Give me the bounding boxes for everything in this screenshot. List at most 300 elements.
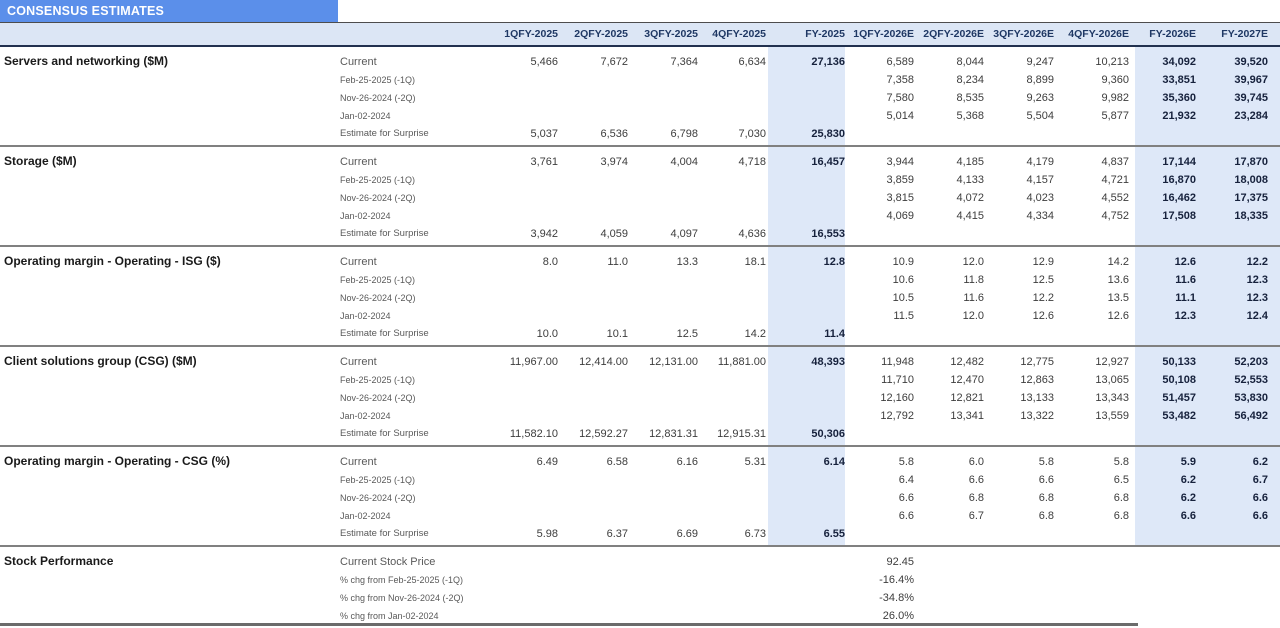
value-cell [480, 489, 558, 507]
value-cell [698, 489, 766, 507]
value-cell [698, 71, 766, 89]
value-cell: 4,133 [956, 174, 984, 186]
value-cell: 50,133 [1162, 356, 1196, 368]
value-cell [984, 571, 1054, 589]
value-cell [698, 389, 766, 407]
value-cell: 39,745 [1234, 92, 1268, 104]
value-cell: 12.3 [1174, 310, 1196, 322]
value-cell: 6.16 [676, 456, 698, 468]
value-cell: 6,634 [738, 56, 766, 68]
value-cell: 3,761 [530, 156, 558, 168]
value-cell: 11.6 [963, 292, 984, 304]
value-cell: 6.8 [1038, 492, 1054, 504]
value-cell [1054, 553, 1129, 571]
value-cell: 27,136 [811, 56, 845, 68]
row-label: % chg from Feb-25-2025 (-1Q) [340, 575, 464, 585]
value-cell: 8,044 [956, 56, 984, 68]
row-label: Current [340, 56, 377, 68]
value-cell [766, 207, 845, 225]
section-label: Storage ($M) [4, 154, 77, 168]
value-cell: 13,322 [1020, 410, 1054, 422]
value-cell: -34.8% [879, 592, 914, 604]
row-label: Estimate for Surprise [340, 528, 429, 539]
value-cell: 4,097 [670, 228, 698, 240]
value-cell: 12,821 [950, 392, 984, 404]
value-cell [558, 589, 628, 607]
value-cell [480, 507, 558, 525]
value-cell: 5.8 [898, 456, 914, 468]
value-cell: 12.0 [962, 310, 984, 322]
value-cell [558, 89, 628, 107]
row-label: Nov-26-2024 (-2Q) [340, 93, 416, 103]
value-cell: 21,932 [1162, 110, 1196, 122]
column-header-row [0, 22, 1280, 47]
value-cell: 13,559 [1095, 410, 1129, 422]
value-cell: 12,470 [950, 374, 984, 386]
value-cell [558, 171, 628, 189]
section-client-solutions-group-csg-m [0, 347, 1280, 447]
value-cell [698, 553, 766, 571]
value-cell [1196, 553, 1268, 571]
value-cell [766, 589, 845, 607]
value-cell [914, 571, 984, 589]
value-cell: 7,030 [738, 128, 766, 140]
value-cell [914, 425, 984, 443]
value-cell [766, 489, 845, 507]
value-cell [914, 125, 984, 143]
value-cell [628, 589, 698, 607]
value-cell [628, 371, 698, 389]
value-cell: 6.6 [1180, 510, 1196, 522]
value-cell [480, 289, 558, 307]
value-cell [1054, 225, 1129, 243]
value-cell: 12,927 [1095, 356, 1129, 368]
column-header: 3QFY-2026E [993, 28, 1054, 40]
value-cell [1129, 553, 1196, 571]
value-cell: 25,830 [811, 128, 845, 140]
value-cell [480, 89, 558, 107]
value-cell: 6.5 [1113, 474, 1129, 486]
value-cell: 12.0 [962, 256, 984, 268]
row-label: Nov-26-2024 (-2Q) [340, 393, 416, 403]
value-cell: 11.6 [1175, 274, 1196, 286]
value-cell: 12,592.27 [579, 428, 628, 440]
value-cell: 17,144 [1162, 156, 1196, 168]
value-cell [1129, 607, 1196, 625]
value-cell: 26.0% [882, 610, 914, 622]
value-cell [480, 307, 558, 325]
value-cell [558, 489, 628, 507]
row-label: Estimate for Surprise [340, 228, 429, 239]
value-cell [984, 589, 1054, 607]
value-cell: 16,870 [1162, 174, 1196, 186]
value-cell: 6.4 [898, 474, 914, 486]
value-cell: 17,508 [1162, 210, 1196, 222]
column-header: 3QFY-2025 [644, 28, 698, 40]
value-cell [766, 553, 845, 571]
value-cell: 4,069 [886, 210, 914, 222]
value-cell: 12.3 [1246, 274, 1268, 286]
value-cell [766, 507, 845, 525]
value-cell [914, 225, 984, 243]
value-cell: 7,672 [600, 56, 628, 68]
value-cell: 12,792 [880, 410, 914, 422]
value-cell: 6.6 [1038, 474, 1054, 486]
value-cell: 13,341 [950, 410, 984, 422]
value-cell [698, 507, 766, 525]
row-label: Current [340, 356, 377, 368]
value-cell [766, 107, 845, 125]
value-cell: 10,213 [1095, 56, 1129, 68]
section-label: Servers and networking ($M) [4, 54, 169, 68]
value-cell: 4,752 [1101, 210, 1129, 222]
column-header: FY-2025 [805, 28, 845, 40]
row-label: Estimate for Surprise [340, 128, 429, 139]
value-cell: 13.5 [1107, 292, 1129, 304]
value-cell: 12,831.31 [649, 428, 698, 440]
value-cell [698, 371, 766, 389]
column-header: 2QFY-2026E [923, 28, 984, 40]
value-cell: 11,582.10 [509, 428, 558, 440]
value-cell [1129, 425, 1196, 443]
value-cell [698, 589, 766, 607]
value-cell [558, 553, 628, 571]
value-cell [480, 271, 558, 289]
value-cell: 6.6 [898, 510, 914, 522]
value-cell [766, 89, 845, 107]
value-cell: 9,263 [1026, 92, 1054, 104]
value-cell: 9,247 [1026, 56, 1054, 68]
value-cell [480, 189, 558, 207]
value-cell [1054, 589, 1129, 607]
value-cell: 6.2 [1180, 492, 1196, 504]
value-cell: 39,967 [1234, 74, 1268, 86]
value-cell: 4,718 [738, 156, 766, 168]
value-cell: 9,982 [1101, 92, 1129, 104]
value-cell [698, 271, 766, 289]
value-cell: 3,815 [886, 192, 914, 204]
value-cell: 11.1 [1175, 292, 1196, 304]
value-cell: 6.7 [1252, 474, 1268, 486]
value-cell: 3,974 [600, 156, 628, 168]
value-cell: 3,942 [530, 228, 558, 240]
value-cell: 16,553 [811, 228, 845, 240]
value-cell: 12,775 [1020, 356, 1054, 368]
column-header: 4QFY-2025 [712, 28, 766, 40]
value-cell: 92.45 [886, 556, 914, 568]
value-cell [480, 371, 558, 389]
value-cell: 12.3 [1246, 292, 1268, 304]
row-label: Jan-02-2024 [340, 411, 391, 421]
value-cell [698, 471, 766, 489]
value-cell: 4,072 [956, 192, 984, 204]
value-cell: 3,944 [886, 156, 914, 168]
value-cell [766, 389, 845, 407]
value-cell [845, 525, 914, 543]
row-label: Estimate for Surprise [340, 328, 429, 339]
value-cell [628, 89, 698, 107]
row-label: Jan-02-2024 [340, 511, 391, 521]
value-cell: 11.4 [824, 328, 845, 340]
row-label: Nov-26-2024 (-2Q) [340, 293, 416, 303]
value-cell [558, 507, 628, 525]
value-cell: 6.69 [676, 528, 698, 540]
value-cell: 35,360 [1162, 92, 1196, 104]
value-cell: 17,375 [1234, 192, 1268, 204]
value-cell: 12.6 [1032, 310, 1054, 322]
value-cell: 12,160 [880, 392, 914, 404]
column-header: FY-2026E [1149, 28, 1196, 40]
value-cell: 56,492 [1234, 410, 1268, 422]
value-cell: 4,179 [1026, 156, 1054, 168]
value-cell [558, 289, 628, 307]
value-cell [628, 389, 698, 407]
value-cell: 52,203 [1234, 356, 1268, 368]
row-label: Jan-02-2024 [340, 311, 391, 321]
value-cell [558, 207, 628, 225]
value-cell [480, 207, 558, 225]
value-cell [914, 589, 984, 607]
value-cell [628, 207, 698, 225]
value-cell: 7,358 [886, 74, 914, 86]
value-cell: 13,065 [1095, 374, 1129, 386]
value-cell [480, 107, 558, 125]
column-header: FY-2027E [1221, 28, 1268, 40]
value-cell: 4,023 [1026, 192, 1054, 204]
value-cell [480, 171, 558, 189]
value-cell: 12.5 [676, 328, 698, 340]
value-cell [984, 525, 1054, 543]
row-label: Estimate for Surprise [340, 428, 429, 439]
value-cell: 18.1 [744, 256, 766, 268]
value-cell: 6.8 [1113, 492, 1129, 504]
value-cell: 11.8 [963, 274, 984, 286]
value-cell: 6.37 [606, 528, 628, 540]
value-cell [698, 207, 766, 225]
section-operating-margin-operating-csg [0, 447, 1280, 547]
value-cell [1054, 425, 1129, 443]
value-cell [698, 171, 766, 189]
value-cell: 6.6 [1252, 510, 1268, 522]
value-cell [558, 107, 628, 125]
value-cell: 10.0 [536, 328, 558, 340]
row-label: Current [340, 156, 377, 168]
value-cell: 5,037 [530, 128, 558, 140]
value-cell: 6.55 [823, 528, 845, 540]
value-cell: 6.6 [1252, 492, 1268, 504]
section-storage-m [0, 147, 1280, 247]
value-cell: 10.6 [892, 274, 914, 286]
value-cell [628, 107, 698, 125]
value-cell [1129, 125, 1196, 143]
value-cell [558, 189, 628, 207]
value-cell [698, 307, 766, 325]
value-cell [698, 571, 766, 589]
value-cell: 11,967.00 [509, 356, 558, 368]
value-cell: 12.6 [1107, 310, 1129, 322]
value-cell [766, 371, 845, 389]
value-cell: 18,008 [1234, 174, 1268, 186]
column-header: 2QFY-2025 [574, 28, 628, 40]
value-cell [480, 407, 558, 425]
table-body [0, 47, 1280, 627]
value-cell [845, 325, 914, 343]
value-cell: 7,364 [670, 56, 698, 68]
value-cell [628, 471, 698, 489]
row-label: Jan-02-2024 [340, 111, 391, 121]
value-cell: 12.8 [823, 256, 845, 268]
value-cell [558, 471, 628, 489]
value-cell: 4,334 [1026, 210, 1054, 222]
value-cell [628, 307, 698, 325]
value-cell: 14.2 [1107, 256, 1129, 268]
value-cell: 13,343 [1095, 392, 1129, 404]
value-cell: 12.9 [1032, 256, 1054, 268]
value-cell [1196, 325, 1268, 343]
value-cell: 33,851 [1162, 74, 1196, 86]
section-servers-and-networking-m [0, 47, 1280, 147]
value-cell [628, 71, 698, 89]
value-cell [558, 307, 628, 325]
value-cell: 6.14 [823, 456, 845, 468]
value-cell: 5.8 [1038, 456, 1054, 468]
value-cell: 10.5 [892, 292, 914, 304]
value-cell [628, 289, 698, 307]
value-cell [480, 389, 558, 407]
value-cell [984, 553, 1054, 571]
value-cell [480, 589, 558, 607]
value-cell [558, 71, 628, 89]
value-cell: 4,552 [1101, 192, 1129, 204]
value-cell: 9,360 [1101, 74, 1129, 86]
value-cell: 5.98 [536, 528, 558, 540]
value-cell: 5,466 [530, 56, 558, 68]
value-cell: 53,482 [1162, 410, 1196, 422]
value-cell: 8,234 [956, 74, 984, 86]
value-cell: 6.58 [606, 456, 628, 468]
row-label: Feb-25-2025 (-1Q) [340, 75, 416, 85]
value-cell: 34,092 [1162, 56, 1196, 68]
row-label: Feb-25-2025 (-1Q) [340, 375, 416, 385]
value-cell [766, 171, 845, 189]
value-cell [766, 271, 845, 289]
value-cell: 3,859 [886, 174, 914, 186]
value-cell: 6.2 [1252, 456, 1268, 468]
value-cell: 6.8 [1113, 510, 1129, 522]
value-cell [914, 325, 984, 343]
value-cell: 12,863 [1020, 374, 1054, 386]
value-cell [698, 289, 766, 307]
value-cell [984, 425, 1054, 443]
value-cell [628, 407, 698, 425]
value-cell [984, 125, 1054, 143]
value-cell: 6.8 [1038, 510, 1054, 522]
value-cell [698, 407, 766, 425]
value-cell: 12.2 [1246, 256, 1268, 268]
value-cell [480, 71, 558, 89]
row-label: % chg from Jan-02-2024 [340, 611, 439, 621]
value-cell: 4,415 [956, 210, 984, 222]
value-cell [766, 571, 845, 589]
value-cell [984, 225, 1054, 243]
value-cell [1054, 571, 1129, 589]
value-cell: 17,870 [1234, 156, 1268, 168]
value-cell: 53,830 [1234, 392, 1268, 404]
value-cell: 12.6 [1174, 256, 1196, 268]
value-cell: 6,589 [886, 56, 914, 68]
row-label: Feb-25-2025 (-1Q) [340, 175, 416, 185]
value-cell: 6.2 [1180, 474, 1196, 486]
value-cell: 12.2 [1032, 292, 1054, 304]
value-cell [845, 225, 914, 243]
section-label: Operating margin - Operating - ISG ($) [4, 254, 221, 268]
value-cell [845, 125, 914, 143]
value-cell: 13.3 [676, 256, 698, 268]
value-cell: 6.6 [898, 492, 914, 504]
value-cell: 8.0 [542, 256, 558, 268]
value-cell [1196, 525, 1268, 543]
row-label: Current [340, 256, 377, 268]
value-cell: 39,520 [1234, 56, 1268, 68]
value-cell: 5.8 [1113, 456, 1129, 468]
value-cell [1196, 589, 1268, 607]
value-cell [698, 89, 766, 107]
section-operating-margin-operating-isg [0, 247, 1280, 347]
row-label: Feb-25-2025 (-1Q) [340, 475, 416, 485]
value-cell [1129, 589, 1196, 607]
value-cell: 10.1 [606, 328, 628, 340]
value-cell [766, 71, 845, 89]
value-cell [766, 189, 845, 207]
value-cell: 4,837 [1101, 156, 1129, 168]
value-cell: 23,284 [1234, 110, 1268, 122]
value-cell [628, 171, 698, 189]
value-cell: 50,108 [1162, 374, 1196, 386]
value-cell: 5,014 [886, 110, 914, 122]
section-label: Client solutions group (CSG) ($M) [4, 354, 197, 368]
report-title-banner: CONSENSUS ESTIMATES [0, 0, 338, 22]
value-cell: 6,536 [600, 128, 628, 140]
value-cell [628, 571, 698, 589]
value-cell [558, 271, 628, 289]
value-cell [628, 271, 698, 289]
value-cell [1054, 525, 1129, 543]
value-cell [766, 407, 845, 425]
value-cell: 12,482 [950, 356, 984, 368]
value-cell [1054, 125, 1129, 143]
value-cell: 4,636 [738, 228, 766, 240]
value-cell: 6.73 [744, 528, 766, 540]
value-cell [984, 325, 1054, 343]
value-cell: 10.9 [892, 256, 914, 268]
value-cell: 4,157 [1026, 174, 1054, 186]
value-cell: 4,185 [956, 156, 984, 168]
value-cell [480, 571, 558, 589]
section-label: Operating margin - Operating - CSG (%) [4, 454, 231, 468]
value-cell: 12,131.00 [649, 356, 698, 368]
value-cell [628, 189, 698, 207]
value-cell: 13,133 [1020, 392, 1054, 404]
row-label: Jan-02-2024 [340, 211, 391, 221]
value-cell: 11,881.00 [717, 356, 766, 368]
value-cell [1196, 125, 1268, 143]
value-cell [1129, 325, 1196, 343]
value-cell [698, 107, 766, 125]
value-cell [628, 553, 698, 571]
value-cell: 50,306 [811, 428, 845, 440]
value-cell: 4,059 [600, 228, 628, 240]
value-cell [1196, 225, 1268, 243]
